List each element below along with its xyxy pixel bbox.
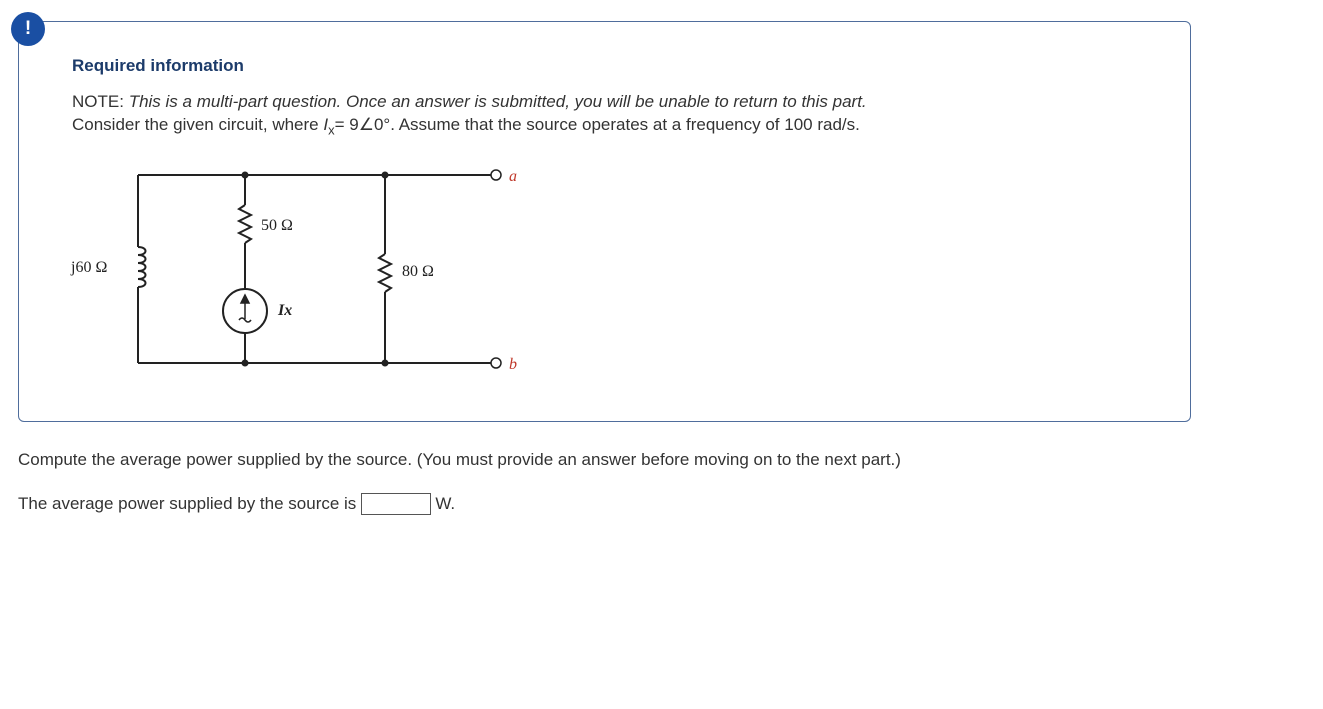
circuit-description (72, 115, 860, 137)
inductor-coil (138, 247, 146, 287)
junction-dot (382, 172, 389, 179)
question-text: Compute the average power supplied by the source. (You must provide an answer before moving on to the next part.) (18, 450, 901, 469)
average-power-input[interactable] (361, 493, 431, 515)
terminal-a-node (491, 170, 501, 180)
resistor-80-label: 80 Ω (402, 263, 434, 280)
alert-icon: ! (11, 12, 45, 46)
answer-prefix: The average power supplied by the source is (18, 494, 357, 513)
required-information-panel (18, 21, 1191, 422)
source-arrow-icon (241, 295, 249, 303)
note-prefix: NOTE: (72, 92, 124, 111)
ix-variable (323, 115, 335, 138)
source-label: Ix (278, 302, 293, 319)
junction-dot (242, 360, 249, 367)
terminal-a-label: a (509, 168, 517, 185)
circuit-diagram (59, 162, 559, 402)
ix-subscript: x (328, 122, 335, 138)
terminal-b-node (491, 358, 501, 368)
junction-dot (382, 360, 389, 367)
answer-unit: W. (435, 494, 456, 513)
note-text: This is a multi-part question. Once an answer is submitted, you will be unable to return to this part. (128, 92, 867, 111)
ix-symbol: I (323, 115, 329, 134)
resistor-80-zigzag (379, 254, 391, 292)
consider-before: Consider the given circuit, where (72, 115, 319, 134)
resistor-50-zigzag (239, 205, 251, 243)
resistor-50-label: 50 Ω (261, 217, 293, 234)
inductor-label: j60 Ω (71, 259, 108, 276)
consider-after: = 9∠0°. Assume that the source operates at a frequency of 100 rad/s. (334, 115, 860, 134)
answer-row (18, 493, 455, 515)
note-line (72, 92, 867, 112)
terminal-b-label: b (509, 356, 517, 373)
panel-heading: Required information (72, 56, 244, 75)
junction-dot (242, 172, 249, 179)
